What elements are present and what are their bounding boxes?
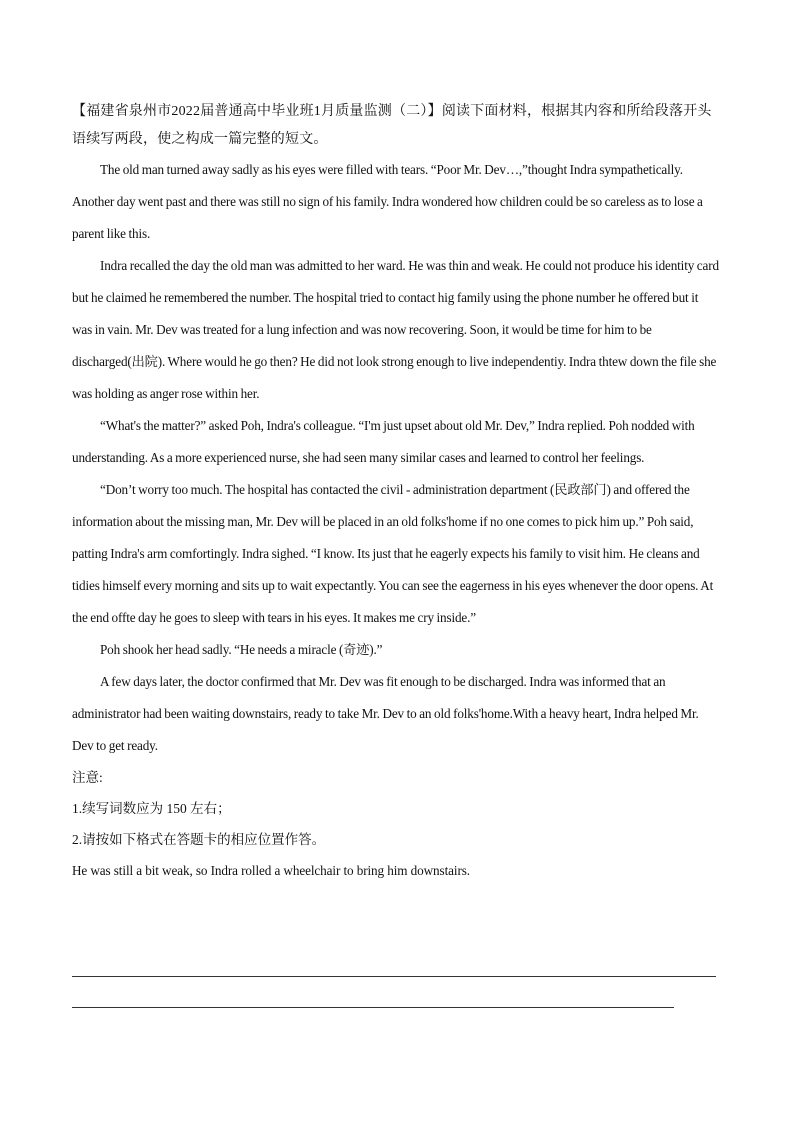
notes-heading: 注意: (72, 770, 103, 785)
passage-paragraph-1: The old man turned away sadly as his eyes were filled with tears. “Poor Mr. Dev…,”thought Indra sympathetically. Another day went past and there was still no sign of his family. Indra wondered how children could be so careless as to lose a parent like this. (72, 162, 703, 241)
answer-line-2[interactable] (72, 1007, 674, 1008)
passage-paragraph-4: “Don’t worry too much. The hospital has contacted the civil - administration department (民政部门) and offered the information about the missing man, Mr. Dev will be placed in an old folks'home if no one comes to pick him up.” Poh said, patting Indra's arm comfortingly. Indra sighed. “I know. Its just that he eagerly expects his family to visit him. He cleans and tidies himself every morning and sits up to wait expectantly. You can see the eagerness in his eyes whenever the door opens. At the end offte day he goes to sleep with tears in his eyes. It makes me cry inside.” (72, 482, 714, 625)
instruction-text: 阅读下面材料，根据其内容和所给段落开头语续写两段，使之构成一篇完整的短文。 (72, 104, 712, 147)
note-item-1: 1.续写词数应为 150 左右； (72, 801, 231, 816)
paragraph-opener: He was still a bit weak, so Indra rolled a wheelchair to bring him downstairs. (72, 863, 470, 878)
passage-paragraph-6: A few days later, the doctor confirmed that Mr. Dev was fit enough to be discharged. Indra was informed that an administrator had been waiting downstairs, ready to take Mr. Dev to an old folks'home.With a heavy heart, Indra helped Mr. Dev to get ready. (72, 674, 699, 753)
source-label: 【福建省泉州市2022届普通高中毕业班1月质量监测（二）】 (72, 104, 442, 119)
question-page (72, 98, 720, 887)
answer-line-1[interactable] (72, 976, 716, 977)
passage-paragraph-3: “What's the matter?” asked Poh, Indra's colleague. “I'm just upset about old Mr. Dev,” Indra replied. Poh nodded with understanding. As a more experienced nurse, she had seen many similar cases and learned to control her feelings. (72, 418, 695, 465)
passage-paragraph-5: Poh shook her head sadly. “He needs a miracle (奇迹).” (100, 642, 383, 657)
passage-paragraph-2: Indra recalled the day the old man was admitted to her ward. He was thin and weak. He could not produce his identity card but he claimed he remembered the number. The hospital tried to contact hig family using the phone number he offered but it was in vain. Mr. Dev was treated for a lung infection and was now recovering. Soon, it would be time for him to be discharged(出院). Where would he go then? He did not look strong enough to live independentiy. Indra thtew down the file she was holding as anger rose within her. (72, 258, 719, 401)
question-header (72, 98, 720, 154)
note-item-2: 2.请按如下格式在答题卡的相应位置作答。 (72, 832, 326, 847)
